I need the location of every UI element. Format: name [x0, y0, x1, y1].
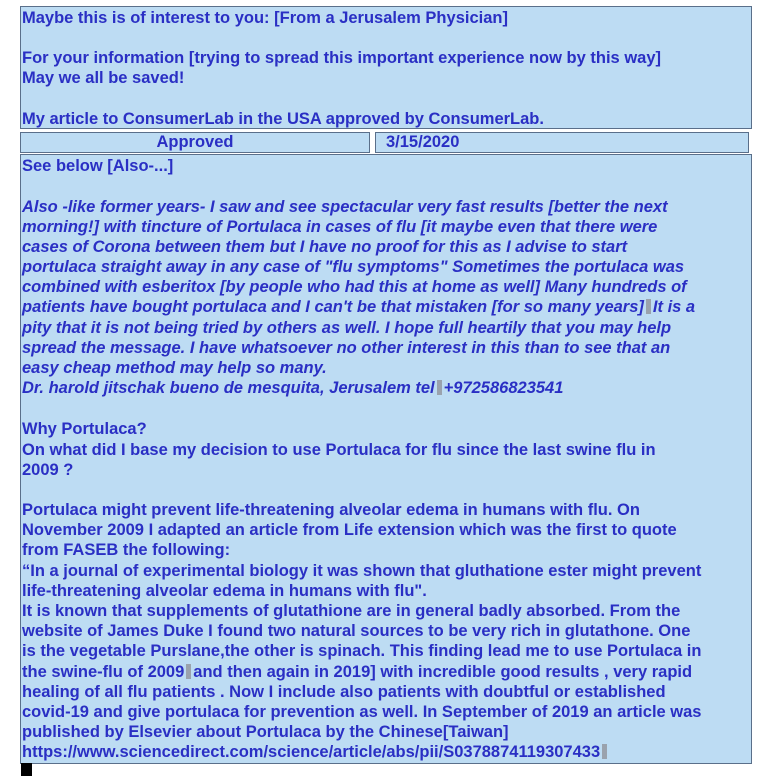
why-line-2: 2009 ?	[22, 461, 74, 479]
italic-line-1: Also -like former years- I saw and see spectacular very fast results [better the next	[22, 198, 668, 216]
date-cell	[375, 132, 749, 153]
intro-line-3: May we all be saved!	[22, 69, 185, 87]
why-title: Why Portulaca?	[22, 420, 147, 438]
intro-line-2: For your information [trying to spread this important experience now by this way]	[22, 49, 661, 67]
para-line-10: healing of all flu patients . Now I include also patients with doubtful or established	[22, 683, 666, 701]
italic-line-6-text: patients have bought portulaca and I can't be that mistaken [for so many years]	[22, 298, 644, 316]
para-line-9	[22, 662, 692, 682]
signature-name: Dr. harold jitschak bueno de mesquita, Jerusalem tel	[22, 379, 435, 397]
italic-line-2: morning!] with tincture of Portulaca in cases of flu [it maybe even that there were	[22, 218, 658, 236]
text-cursor	[21, 763, 32, 776]
text-marker	[646, 299, 651, 314]
signature-phone: +972586823541	[443, 379, 564, 397]
why-line-1: On what did I base my decision to use Portulaca for flu since the last swine flu in	[22, 441, 656, 459]
para-line-9-text: the swine-flu of 2009	[22, 663, 185, 681]
para-line-11: covid-19 and give portulaca for prevention as well. In September of 2019 an article was	[22, 703, 702, 721]
article-link[interactable]: https://www.sciencedirect.com/science/article/abs/pii/S0378874119307433	[22, 743, 601, 761]
italic-line-5: combined with esberitox [by people who had this at home as well] Many hundreds of	[22, 278, 687, 296]
para-line-1: Portulaca might prevent life-threatening alveolar edema in humans with flu. On	[22, 501, 640, 519]
italic-line-9: easy cheap method may help so many.	[22, 359, 327, 377]
para-line-12: published by Elsevier about Portulaca by the Chinese[Taiwan]	[22, 723, 509, 741]
para-line-5: life-threatening alveolar edema in humans with flu".	[22, 582, 427, 600]
para-line-3: from FASEB the following:	[22, 541, 231, 559]
para-line-8: is the vegetable Purslane,the other is spinach. This finding lead me to use Portulaca in	[22, 642, 702, 660]
para-line-4: “In a journal of experimental biology it was shown that gluthatione ester might prevent	[22, 562, 702, 580]
approved-cell	[20, 132, 370, 153]
see-below-line: See below [Also-...]	[22, 157, 174, 175]
intro-line-4: My article to ConsumerLab in the USA approved by ConsumerLab.	[22, 110, 544, 128]
para-line-9-tail: and then again in 2019] with incredible good results , very rapid	[193, 663, 693, 681]
approval-date: 3/15/2020	[386, 133, 460, 151]
para-line-7: website of James Duke I found two natural sources to be very rich in glutathone. One	[22, 622, 691, 640]
italic-line-4: portulaca straight away in any case of "flu symptoms" Sometimes the portulaca was	[22, 258, 685, 276]
para-line-6: It is known that supplements of glutathione are in general badly absorbed. From the	[22, 602, 681, 620]
text-marker	[437, 380, 442, 395]
article-link-line	[22, 742, 609, 762]
text-marker	[602, 744, 607, 759]
signature-line	[22, 378, 563, 398]
text-marker	[186, 664, 191, 679]
italic-line-7: pity that it is not being tried by others as well. I hope full heartily that you may help	[22, 319, 672, 337]
approved-label: Approved	[156, 133, 234, 151]
intro-line-1: Maybe this is of interest to you: [From a Jerusalem Physician]	[22, 9, 508, 27]
italic-line-3: cases of Corona between them but I have no proof for this as I advise to start	[22, 238, 628, 256]
italic-line-8: spread the message. I have whatsoever no other interest in this than to see that an	[22, 339, 671, 357]
italic-line-6	[22, 297, 695, 317]
para-line-2: November 2009 I adapted an article from Life extension which was the first to quote	[22, 521, 677, 539]
italic-line-6-tail: It is a	[652, 298, 696, 316]
